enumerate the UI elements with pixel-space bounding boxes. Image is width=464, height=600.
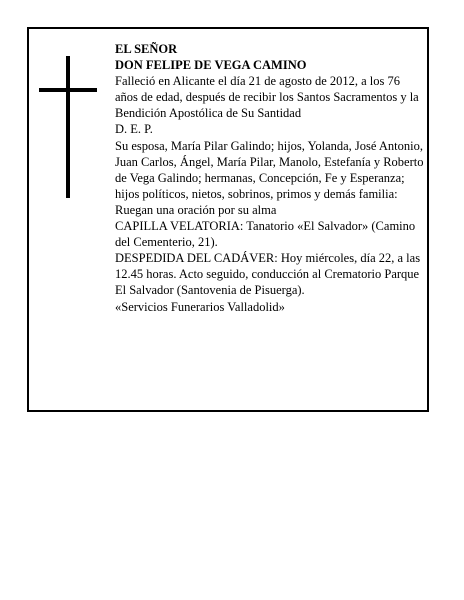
farewell-details: DESPEDIDA DEL CADÁVER: Hoy miércoles, día 22, a las 12.45 horas. Acto seguido, conducción al Crematorio Parque El Salvador (Santovenia de Pisuerga). bbox=[115, 251, 421, 298]
rest-in-peace: D. E. P. bbox=[115, 122, 153, 137]
obituary-notice bbox=[27, 27, 429, 412]
death-announcement: Falleció en Alicante el día 21 de agosto de 2012, a los 76 años de edad, después de recibir los Santos Sacramentos y la Bendición Apostólica de Su Santidad bbox=[115, 74, 419, 121]
wake-chapel: CAPILLA VELATORIA: Tanatorio «El Salvador» (Camino del Cementerio, 21). bbox=[115, 219, 416, 250]
cross-vertical-bar bbox=[66, 56, 70, 198]
family-list: Su esposa, María Pilar Galindo; hijos, Yolanda, José Antonio, Juan Carlos, Ángel, María Pilar, Manolo, Estefanía y Roberto de Vega Galindo; hermanas, Concepción, Fe y Esperanza; hijos políticos, nietos, sobrinos, primos y demás familia: bbox=[115, 138, 424, 201]
funeral-services: «Servicios Funerarios Valladolid» bbox=[115, 299, 285, 314]
notice-text bbox=[115, 41, 425, 315]
notice-title-line2: DON FELIPE DE VEGA CAMINO bbox=[115, 58, 307, 73]
prayer-request: Ruegan una oración por su alma bbox=[115, 202, 277, 217]
cross-horizontal-bar bbox=[39, 88, 97, 92]
notice-title-line1: EL SEÑOR bbox=[115, 42, 178, 56]
cross-icon bbox=[39, 56, 97, 198]
